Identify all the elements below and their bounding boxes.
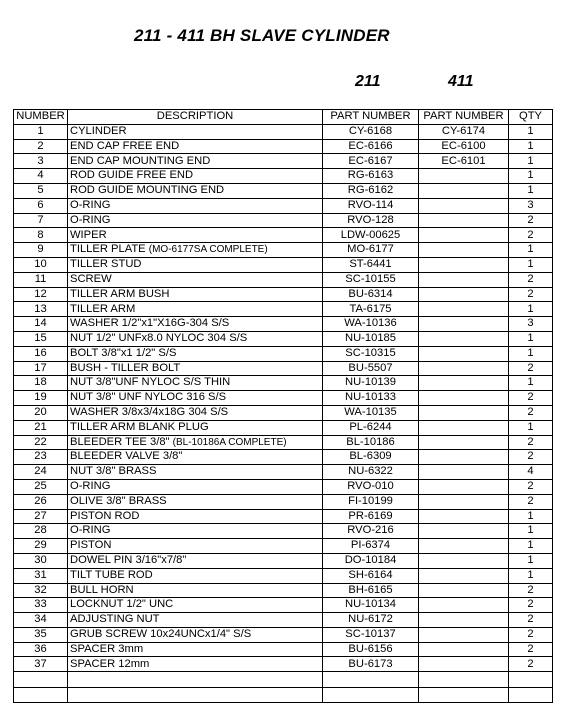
row-part-number-211: NU-10133 <box>323 391 419 406</box>
row-number: 7 <box>14 213 68 228</box>
table-header-row <box>14 110 553 125</box>
row-number: 10 <box>14 257 68 272</box>
row-part-number-411 <box>419 627 509 642</box>
header-number: NUMBER <box>14 110 68 125</box>
row-description <box>68 583 323 598</box>
description-text: OLIVE 3/8" BRASS <box>70 494 167 507</box>
row-description <box>68 450 323 465</box>
description-text: END CAP MOUNTING END <box>70 154 211 167</box>
blank-row <box>14 672 553 688</box>
description-text: BLEEDER TEE 3/8" <box>70 435 170 448</box>
description-text: O-RING <box>70 198 111 211</box>
description-text: WIPER <box>70 228 107 241</box>
row-qty: 2 <box>509 642 553 657</box>
table-row <box>14 613 553 628</box>
row-part-number-211: SH-6164 <box>323 568 419 583</box>
row-description <box>68 568 323 583</box>
description-text: TILLER STUD <box>70 258 142 271</box>
row-part-number-211: WA-10136 <box>323 317 419 332</box>
row-part-number-411 <box>419 257 509 272</box>
row-number: 12 <box>14 287 68 302</box>
row-description <box>68 657 323 672</box>
row-description <box>68 465 323 480</box>
blank-cell <box>419 672 509 688</box>
row-qty: 2 <box>509 657 553 672</box>
row-part-number-411 <box>419 657 509 672</box>
row-qty: 4 <box>509 465 553 480</box>
row-description <box>68 287 323 302</box>
blank-cell <box>68 672 323 688</box>
row-part-number-411 <box>419 317 509 332</box>
row-part-number-411 <box>419 302 509 317</box>
description-text: O-RING <box>70 524 111 537</box>
row-number: 32 <box>14 583 68 598</box>
row-part-number-411 <box>419 405 509 420</box>
row-number: 24 <box>14 465 68 480</box>
table-row <box>14 494 553 509</box>
row-part-number-411 <box>419 435 509 450</box>
table-row <box>14 213 553 228</box>
row-description <box>68 420 323 435</box>
row-part-number-211: PR-6169 <box>323 509 419 524</box>
blank-cell <box>14 687 68 703</box>
description-text: BOLT 3/8"x1 1/2" S/S <box>70 346 177 359</box>
row-qty: 2 <box>509 272 553 287</box>
row-qty: 2 <box>509 479 553 494</box>
row-part-number-211: NU-10139 <box>323 376 419 391</box>
row-part-number-211: RG-6162 <box>323 183 419 198</box>
row-qty: 1 <box>509 257 553 272</box>
row-number: 2 <box>14 139 68 154</box>
blank-cell <box>68 687 323 703</box>
row-qty: 1 <box>509 568 553 583</box>
row-part-number-411 <box>419 598 509 613</box>
table-row <box>14 583 553 598</box>
row-part-number-411 <box>419 568 509 583</box>
description-text: ROD GUIDE MOUNTING END <box>70 184 225 197</box>
row-number: 9 <box>14 243 68 258</box>
row-qty: 2 <box>509 228 553 243</box>
row-part-number-411 <box>419 494 509 509</box>
description-text: CYLINDER <box>70 124 127 137</box>
description-text: O-RING <box>70 213 111 226</box>
row-part-number-211: FI-10199 <box>323 494 419 509</box>
table-row <box>14 302 553 317</box>
row-part-number-411 <box>419 509 509 524</box>
table-row <box>14 317 553 332</box>
row-number: 4 <box>14 169 68 184</box>
table-row <box>14 450 553 465</box>
row-qty: 2 <box>509 391 553 406</box>
row-description <box>68 302 323 317</box>
description-text: SPACER 3mm <box>70 642 144 655</box>
table-row <box>14 405 553 420</box>
row-description <box>68 642 323 657</box>
row-part-number-211: DO-10184 <box>323 553 419 568</box>
row-part-number-411 <box>419 420 509 435</box>
row-part-number-411 <box>419 243 509 258</box>
row-qty: 1 <box>509 169 553 184</box>
table-row <box>14 479 553 494</box>
row-description <box>68 272 323 287</box>
row-number: 31 <box>14 568 68 583</box>
row-qty: 1 <box>509 139 553 154</box>
row-qty: 2 <box>509 613 553 628</box>
row-part-number-411 <box>419 391 509 406</box>
description-text: TILLER ARM <box>70 302 136 315</box>
blank-cell <box>323 687 419 703</box>
row-part-number-411 <box>419 361 509 376</box>
row-number: 16 <box>14 346 68 361</box>
row-part-number-211: NU-6172 <box>323 613 419 628</box>
row-description <box>68 479 323 494</box>
parts-table-body <box>14 124 553 702</box>
table-row <box>14 361 553 376</box>
table-row <box>14 420 553 435</box>
description-text: PISTON <box>70 539 112 552</box>
row-part-number-411 <box>419 376 509 391</box>
description-text: BUSH - TILLER BOLT <box>70 361 181 374</box>
row-number: 5 <box>14 183 68 198</box>
row-number: 20 <box>14 405 68 420</box>
blank-row <box>14 687 553 703</box>
row-part-number-411 <box>419 613 509 628</box>
table-row <box>14 124 553 139</box>
description-text: ADJUSTING NUT <box>70 613 160 626</box>
description-text: ROD GUIDE FREE END <box>70 169 194 182</box>
description-text: GRUB SCREW 10x24UNCx1/4" S/S <box>70 628 252 641</box>
table-row <box>14 376 553 391</box>
row-part-number-211: EC-6166 <box>323 139 419 154</box>
row-qty: 1 <box>509 346 553 361</box>
description-text: NUT 1/2" UNFx8.0 NYLOC 304 S/S <box>70 332 248 345</box>
header-qty: QTY <box>509 110 553 125</box>
row-qty: 2 <box>509 361 553 376</box>
table-row <box>14 198 553 213</box>
table-row <box>14 287 553 302</box>
row-qty: 1 <box>509 183 553 198</box>
row-part-number-211: MO-6177 <box>323 243 419 258</box>
row-number: 22 <box>14 435 68 450</box>
row-part-number-411: EC-6100 <box>419 139 509 154</box>
blank-cell <box>509 687 553 703</box>
parts-table <box>13 109 553 703</box>
row-number: 37 <box>14 657 68 672</box>
row-qty: 1 <box>509 539 553 554</box>
header-part-number-411: PART NUMBER <box>419 110 509 125</box>
table-row <box>14 553 553 568</box>
row-qty: 1 <box>509 243 553 258</box>
row-description <box>68 331 323 346</box>
row-part-number-211: PI-6374 <box>323 539 419 554</box>
blank-cell <box>509 672 553 688</box>
blank-cell <box>323 672 419 688</box>
row-part-number-211: CY-6168 <box>323 124 419 139</box>
row-part-number-411 <box>419 213 509 228</box>
table-row <box>14 539 553 554</box>
table-row <box>14 391 553 406</box>
row-part-number-211: RVO-216 <box>323 524 419 539</box>
table-row <box>14 228 553 243</box>
table-row <box>14 465 553 480</box>
row-qty: 1 <box>509 553 553 568</box>
row-description <box>68 494 323 509</box>
row-part-number-211: WA-10135 <box>323 405 419 420</box>
description-text: END CAP FREE END <box>70 139 180 152</box>
row-part-number-411 <box>419 287 509 302</box>
row-part-number-211: EC-6167 <box>323 154 419 169</box>
header-description: DESCRIPTION <box>68 110 323 125</box>
row-number: 21 <box>14 420 68 435</box>
row-qty: 2 <box>509 213 553 228</box>
row-description <box>68 154 323 169</box>
row-number: 30 <box>14 553 68 568</box>
table-row <box>14 183 553 198</box>
row-qty: 2 <box>509 450 553 465</box>
row-number: 33 <box>14 598 68 613</box>
row-qty: 1 <box>509 420 553 435</box>
row-number: 8 <box>14 228 68 243</box>
description-text: SPACER 12mm <box>70 657 150 670</box>
row-description <box>68 627 323 642</box>
description-text: TILLER PLATE <box>70 243 146 256</box>
row-description <box>68 376 323 391</box>
row-number: 6 <box>14 198 68 213</box>
row-number: 35 <box>14 627 68 642</box>
row-description <box>68 405 323 420</box>
table-row <box>14 331 553 346</box>
row-part-number-411 <box>419 272 509 287</box>
row-qty: 1 <box>509 302 553 317</box>
row-description <box>68 139 323 154</box>
row-part-number-211: RVO-010 <box>323 479 419 494</box>
row-part-number-211: RVO-128 <box>323 213 419 228</box>
table-row <box>14 169 553 184</box>
row-description <box>68 198 323 213</box>
description-text: TILLER ARM BLANK PLUG <box>70 420 209 433</box>
table-row <box>14 243 553 258</box>
row-number: 29 <box>14 539 68 554</box>
row-description <box>68 228 323 243</box>
row-part-number-411 <box>419 450 509 465</box>
table-row <box>14 642 553 657</box>
row-part-number-211: BU-6314 <box>323 287 419 302</box>
row-qty: 1 <box>509 124 553 139</box>
row-qty: 3 <box>509 317 553 332</box>
row-description <box>68 243 323 258</box>
row-part-number-211: RG-6163 <box>323 169 419 184</box>
row-description <box>68 169 323 184</box>
row-part-number-211: BU-6173 <box>323 657 419 672</box>
row-part-number-411 <box>419 553 509 568</box>
row-number: 18 <box>14 376 68 391</box>
table-row <box>14 346 553 361</box>
row-part-number-411: EC-6101 <box>419 154 509 169</box>
row-part-number-211: NU-6322 <box>323 465 419 480</box>
row-description <box>68 598 323 613</box>
row-description <box>68 391 323 406</box>
row-part-number-211: BU-6156 <box>323 642 419 657</box>
row-number: 1 <box>14 124 68 139</box>
description-text: WASHER 1/2"x1"X16G-304 S/S <box>70 317 230 330</box>
row-part-number-211: ST-6441 <box>323 257 419 272</box>
row-description <box>68 257 323 272</box>
row-part-number-211: BH-6165 <box>323 583 419 598</box>
description-note: (MO-6177SA COMPLETE) <box>148 244 268 256</box>
row-qty: 2 <box>509 583 553 598</box>
row-part-number-411 <box>419 331 509 346</box>
row-part-number-411 <box>419 346 509 361</box>
table-row <box>14 598 553 613</box>
table-row <box>14 657 553 672</box>
row-description <box>68 183 323 198</box>
row-qty: 1 <box>509 331 553 346</box>
description-text: PISTON ROD <box>70 509 140 522</box>
row-part-number-411 <box>419 642 509 657</box>
row-description <box>68 524 323 539</box>
blank-cell <box>14 672 68 688</box>
row-number: 15 <box>14 331 68 346</box>
row-part-number-211: LDW-00625 <box>323 228 419 243</box>
description-text: TILT TUBE ROD <box>70 568 153 581</box>
table-row <box>14 257 553 272</box>
table-row <box>14 435 553 450</box>
row-part-number-411 <box>419 198 509 213</box>
description-text: BULL HORN <box>70 583 134 596</box>
page-title: 211 - 411 BH SLAVE CYLINDER <box>134 26 390 45</box>
description-text: WASHER 3/8x3/4x18G 304 S/S <box>70 406 229 419</box>
row-number: 17 <box>14 361 68 376</box>
row-description <box>68 509 323 524</box>
description-text: SCREW <box>70 272 112 285</box>
row-part-number-211: NU-10134 <box>323 598 419 613</box>
description-text: BLEEDER VALVE 3/8" <box>70 450 183 463</box>
row-qty: 2 <box>509 627 553 642</box>
model-411-label: 411 <box>448 73 474 90</box>
row-part-number-411 <box>419 228 509 243</box>
header-part-number-211: PART NUMBER <box>323 110 419 125</box>
model-211-label: 211 <box>355 73 381 90</box>
row-number: 34 <box>14 613 68 628</box>
row-number: 28 <box>14 524 68 539</box>
description-note: (BL-10186A COMPLETE) <box>172 436 287 448</box>
row-qty: 3 <box>509 198 553 213</box>
row-part-number-411 <box>419 539 509 554</box>
description-text: NUT 3/8"UNF NYLOC S/S THIN <box>70 376 231 389</box>
row-description <box>68 361 323 376</box>
table-row <box>14 568 553 583</box>
row-number: 25 <box>14 479 68 494</box>
row-part-number-211: SC-10315 <box>323 346 419 361</box>
table-row <box>14 272 553 287</box>
blank-cell <box>419 687 509 703</box>
table-row <box>14 627 553 642</box>
row-part-number-211: BU-5507 <box>323 361 419 376</box>
description-text: NUT 3/8" BRASS <box>70 465 157 478</box>
row-part-number-411 <box>419 169 509 184</box>
row-part-number-211: SC-10155 <box>323 272 419 287</box>
table-row <box>14 509 553 524</box>
row-description <box>68 213 323 228</box>
row-part-number-411 <box>419 583 509 598</box>
row-part-number-211: SC-10137 <box>323 627 419 642</box>
row-description <box>68 346 323 361</box>
row-part-number-411 <box>419 524 509 539</box>
description-text: DOWEL PIN 3/16"x7/8" <box>70 554 187 567</box>
row-part-number-211: NU-10185 <box>323 331 419 346</box>
row-description <box>68 317 323 332</box>
row-description <box>68 124 323 139</box>
row-qty: 1 <box>509 154 553 169</box>
row-number: 36 <box>14 642 68 657</box>
row-part-number-211: BL-6309 <box>323 450 419 465</box>
row-qty: 2 <box>509 405 553 420</box>
row-part-number-411 <box>419 479 509 494</box>
row-description <box>68 539 323 554</box>
row-qty: 1 <box>509 376 553 391</box>
row-part-number-211: RVO-114 <box>323 198 419 213</box>
row-number: 13 <box>14 302 68 317</box>
row-part-number-211: PL-6244 <box>323 420 419 435</box>
row-number: 27 <box>14 509 68 524</box>
row-part-number-211: BL-10186 <box>323 435 419 450</box>
row-part-number-411: CY-6174 <box>419 124 509 139</box>
description-text: NUT 3/8" UNF NYLOC 316 S/S <box>70 391 227 404</box>
row-description <box>68 435 323 450</box>
row-number: 19 <box>14 391 68 406</box>
row-qty: 2 <box>509 287 553 302</box>
description-text: O-RING <box>70 480 111 493</box>
table-row <box>14 154 553 169</box>
row-number: 14 <box>14 317 68 332</box>
row-qty: 1 <box>509 509 553 524</box>
table-row <box>14 524 553 539</box>
table-row <box>14 139 553 154</box>
row-part-number-211: TA-6175 <box>323 302 419 317</box>
row-number: 3 <box>14 154 68 169</box>
row-description <box>68 613 323 628</box>
row-description <box>68 553 323 568</box>
row-qty: 1 <box>509 524 553 539</box>
description-text: TILLER ARM BUSH <box>70 287 170 300</box>
description-text: LOCKNUT 1/2" UNC <box>70 598 174 611</box>
row-part-number-411 <box>419 183 509 198</box>
row-number: 11 <box>14 272 68 287</box>
row-qty: 2 <box>509 435 553 450</box>
row-number: 23 <box>14 450 68 465</box>
row-part-number-411 <box>419 465 509 480</box>
row-number: 26 <box>14 494 68 509</box>
row-qty: 2 <box>509 494 553 509</box>
row-qty: 2 <box>509 598 553 613</box>
